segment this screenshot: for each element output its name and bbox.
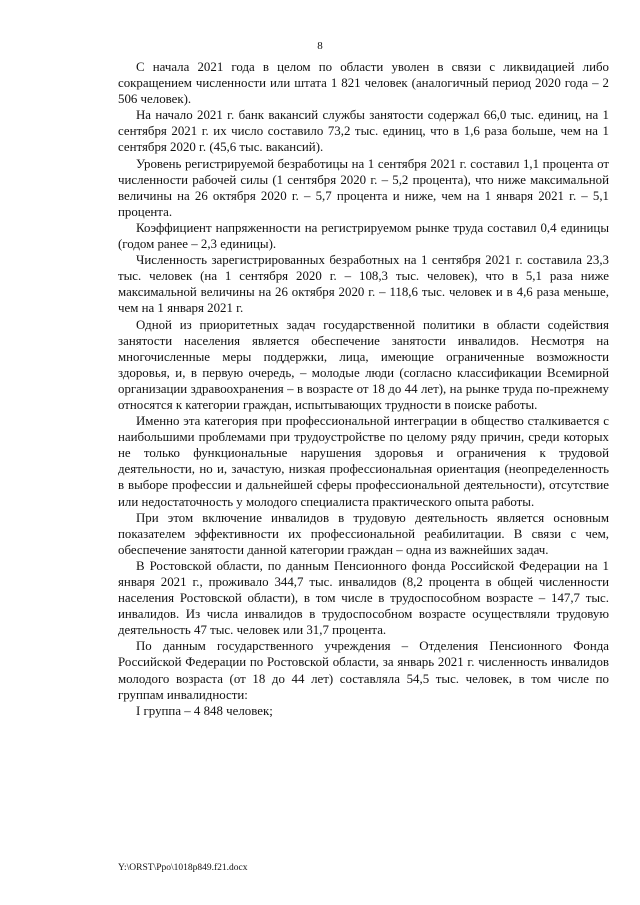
paragraph: Уровень регистрируемой безработицы на 1 сентября 2021 г. составил 1,1 процента от численности рабочей силы (1 сентября 2020 г. – 5,2 процента), что ниже максимальной величины на 26 октября 2020 г. – 5,7 процента и ниже, чем на 1 января 2021 г. – 5,1 процента. xyxy=(118,156,609,219)
paragraph: Именно эта категория при профессиональной интеграции в общество сталкивается с наибольшими проблемами при трудоустройстве по целому ряду причин, среди которых не только функциональные нарушения здоровья и ограничения к трудовой деятельности, но и, зачастую, низкая профессиональная ориентация (неопределенность в выборе профессии и дальнейшей сферы профессиональной деятельности), отсутствие или недостаточность у молодого специалиста практического опыта работы. xyxy=(118,414,609,509)
paragraph: По данным государственного учреждения – Отделения Пенсионного Фонда Российской Федерации по Ростовской области, за январь 2021 г. численность инвалидов молодого возраста (от 18 до 44 лет) составляла 54,5 тыс. человек, в том числе по группам инвалидности: xyxy=(118,639,609,702)
paragraph: При этом включение инвалидов в трудовую деятельность является основным показателем эффективности их профессиональной реабилитации. В связи с чем, обеспечение занятости данной категории граждан – одна из важнейших задач. xyxy=(118,510,609,557)
paragraph: Численность зарегистрированных безработных на 1 сентября 2021 г. составила 23,3 тыс. человек (на 1 сентября 2020 г. – 108,3 тыс. человек), что в 5,1 раза ниже максимальной величины на 26 октября 2020 г. – 118,6 тыс. человек и в 4,6 раза меньше, чем на 1 января 2021 г. xyxy=(118,253,609,316)
paragraph: I группа – 4 848 человек; xyxy=(136,703,273,718)
paragraph: В Ростовской области, по данным Пенсионного фонда Российской Федерации на 1 января 2021 г., проживало 344,7 тыс. инвалидов (8,2 процента в общей численности населения Ростовской области), в том числе в трудоспособном возрасте – 147,7 тыс. инвалидов. Из числа инвалидов в трудоспособном возрасте осуществляли трудовую деятельность 47 тыс. человек или 31,7 процента. xyxy=(118,558,609,638)
paragraph: С начала 2021 года в целом по области уволен в связи с ликвидацией либо сокращением численности или штата 1 821 человек (аналогичный период 2020 года – 2 506 человек). xyxy=(118,60,609,107)
paragraph: На начало 2021 г. банк вакансий службы занятости содержал 66,0 тыс. единиц, на 1 сентября 2021 г. их число составило 73,2 тыс. единиц, что в 1,6 раза больше, чем на 1 сентября 2020 г. (45,6 тыс. вакансий). xyxy=(118,108,609,155)
page-number: 8 xyxy=(317,40,323,52)
document-body xyxy=(118,59,609,719)
paragraph: Коэффициент напряженности на регистрируемом рынке труда составил 0,4 единицы (годом ранее – 2,3 единицы). xyxy=(118,220,609,252)
paragraph: Одной из приоритетных задач государственной политики в области содействия занятости населения является обеспечение занятости инвалидов. Несмотря на многочисленные меры поддержки, лица, имеющие ограниченные возможности здоровья, и, в первую очередь, – молодые люди (согласно классификации Всемирной организации здравоохранения – в возрасте от 18 до 44 лет), на рынке труда по-прежнему относятся к категории граждан, испытывающих трудности в поиске работы. xyxy=(118,317,609,412)
file-path-footer: Y:\ORST\Ppo\1018p849.f21.docx xyxy=(118,863,248,873)
